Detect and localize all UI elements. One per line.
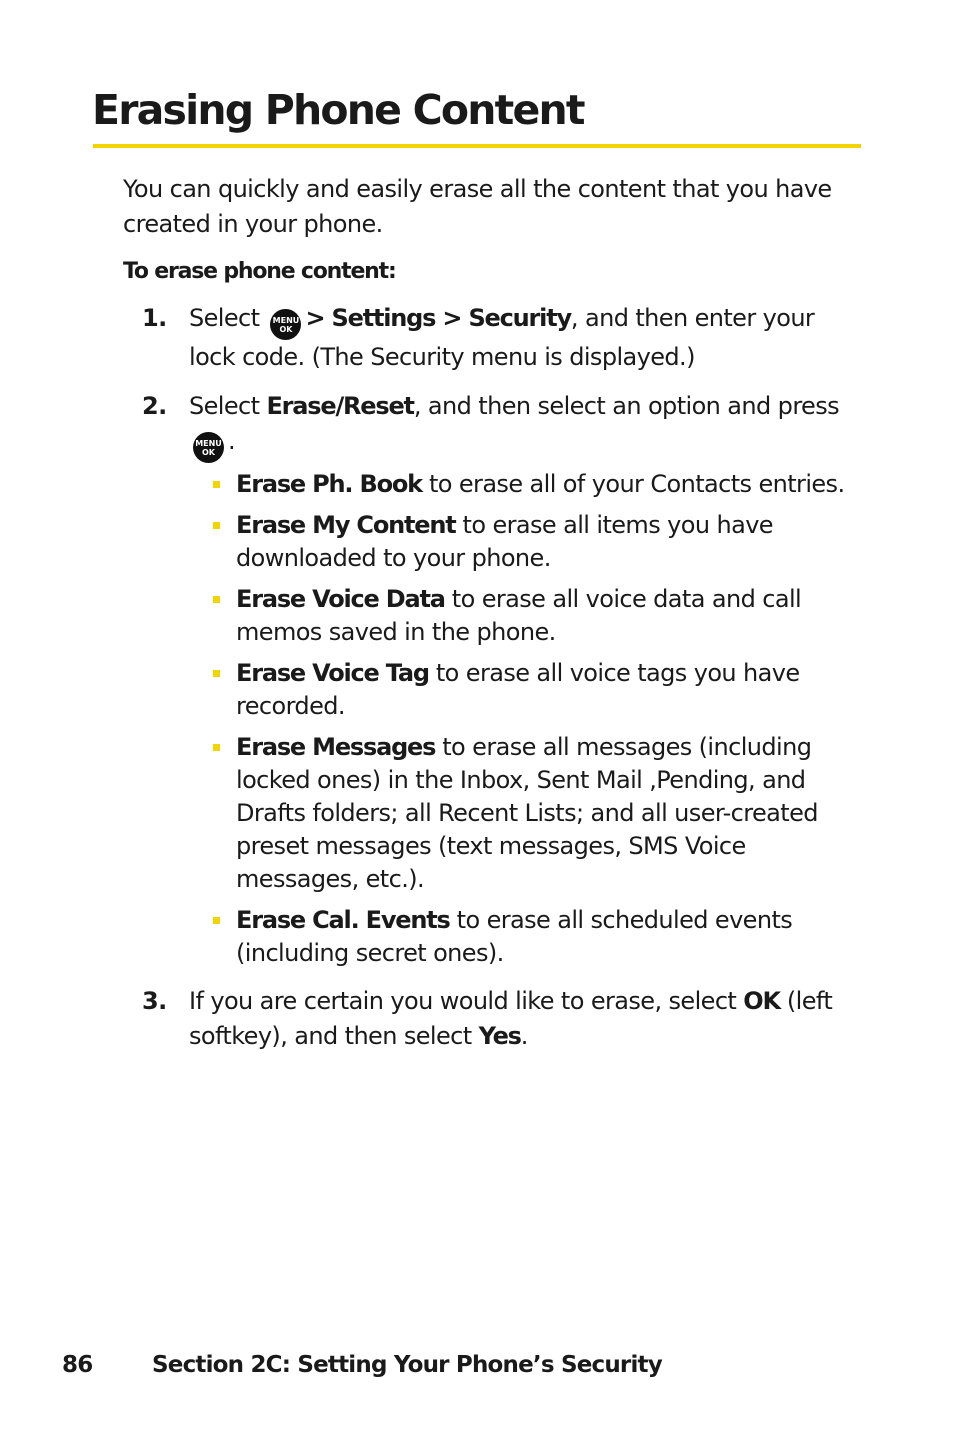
option-desc: to erase all scheduled events (including secret ones). xyxy=(236,906,793,967)
option-name: Erase My Content xyxy=(236,511,456,539)
menu-key-line2: OK xyxy=(279,325,293,334)
option-name: Erase Ph. Book xyxy=(236,470,422,498)
page-number: 86 xyxy=(62,1352,93,1378)
step-text: (left softkey), and then select xyxy=(189,987,833,1050)
step-2 xyxy=(123,389,848,970)
option-name: Erase Voice Data xyxy=(236,585,445,613)
section-title: Section 2C: Setting Your Phone’s Security xyxy=(152,1352,662,1378)
option-desc: to erase all voice tags you have recorded. xyxy=(236,659,800,720)
menu-option: Erase/Reset xyxy=(266,392,414,420)
menu-path: > Settings > Security xyxy=(305,304,571,332)
option-desc: to erase all of your Contacts entries. xyxy=(421,470,845,498)
title-rule xyxy=(93,144,861,148)
bullet-icon xyxy=(213,670,220,677)
bullet-icon xyxy=(213,744,220,751)
menu-ok-key-icon xyxy=(270,309,301,340)
menu-key-line1: MENU xyxy=(195,439,222,448)
step-text: , and then enter your lock code. (The Security menu is displayed.) xyxy=(189,304,815,371)
option-erase-ph-book xyxy=(189,468,848,501)
step-text: , and then select an option and press xyxy=(413,392,840,420)
step-text: Select xyxy=(189,392,267,420)
menu-ok-key-icon xyxy=(193,432,224,463)
option-erase-voice-tag xyxy=(189,657,848,723)
option-name: Erase Cal. Events xyxy=(236,906,450,934)
softkey-label: OK xyxy=(743,987,780,1015)
page-footer xyxy=(62,1348,662,1382)
steps-list xyxy=(123,301,848,1054)
step-3 xyxy=(123,984,848,1054)
step-number: 3. xyxy=(142,987,167,1015)
bullet-icon xyxy=(213,596,220,603)
option-name: Erase Voice Tag xyxy=(236,659,429,687)
intro-paragraph: You can quickly and easily erase all the content that you have created in your phone. xyxy=(123,175,832,238)
step-number: 2. xyxy=(142,392,167,420)
option-desc: to erase all voice data and call memos saved in the phone. xyxy=(236,585,802,646)
option-erase-my-content xyxy=(189,509,848,575)
option-desc: to erase all items you have downloaded to your phone. xyxy=(236,511,773,572)
option-erase-messages xyxy=(189,731,848,896)
menu-key-line2: OK xyxy=(202,448,215,457)
step-text: . xyxy=(520,1022,528,1050)
bullet-icon xyxy=(213,481,220,488)
procedure-heading: To erase phone content: xyxy=(123,259,396,284)
step-text: If you are certain you would like to erase, select xyxy=(189,987,744,1015)
erase-options-list xyxy=(189,468,848,970)
option-name: Erase Messages xyxy=(236,733,436,761)
option-desc: to erase all messages (including locked ones) in the Inbox, Sent Mail ,Pending, and Drafts folders; all Recent Lists; and all user-created preset messages (text messages, SMS Voice messages, etc.). xyxy=(236,733,818,893)
step-number: 1. xyxy=(142,304,167,332)
step-1 xyxy=(123,301,848,375)
option-erase-voice-data xyxy=(189,583,848,649)
menu-key-line1: MENU xyxy=(272,316,300,325)
step-text: . xyxy=(228,427,236,455)
page-title: Erasing Phone Content xyxy=(92,86,584,134)
bullet-icon xyxy=(213,917,220,924)
bullet-icon xyxy=(213,522,220,529)
option-erase-cal-events xyxy=(189,904,848,970)
confirm-label: Yes xyxy=(478,1022,521,1050)
page-content xyxy=(123,172,848,1068)
step-text: Select xyxy=(189,304,260,332)
